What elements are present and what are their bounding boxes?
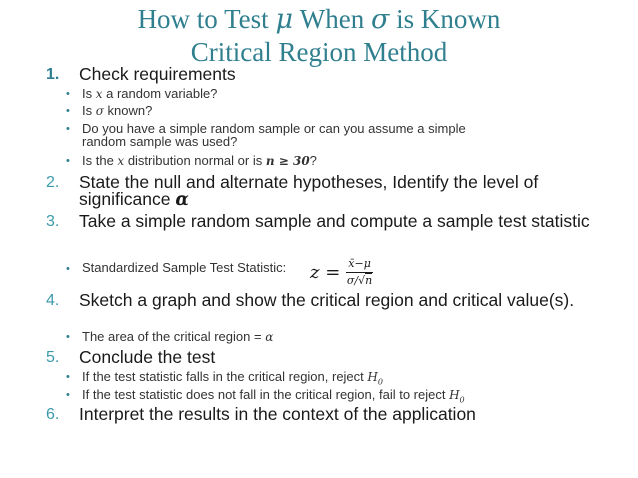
step-text: Interpret the results in the context of the application — [79, 404, 476, 424]
requirement-item: Do you have a simple random sample or can you assume a simple random sample was used? — [82, 121, 466, 149]
step-text: State the null and alternate hypotheses, Identify the level of significance α — [79, 172, 539, 210]
step-number: 1. — [46, 66, 60, 83]
bullet-icon: • — [66, 123, 70, 135]
statistic-label: Standardized Sample Test Statistic: — [82, 260, 287, 275]
step-number: 2. — [46, 174, 60, 191]
bullet-icon: • — [66, 371, 70, 383]
step-number: 6. — [46, 406, 60, 423]
title-text: How to Test — [137, 4, 276, 34]
step-text: Sketch a graph and show the critical region and critical value(s). — [79, 290, 575, 310]
conclusion-item: If the test statistic falls in the critical region, reject $H_0$ — [82, 369, 383, 387]
step-number: 5. — [46, 349, 60, 366]
alpha-symbol: α — [175, 190, 189, 210]
page-title — [0, 4, 638, 35]
page-subtitle: Critical Region Method — [190, 37, 448, 67]
z-formula — [310, 251, 373, 293]
critical-area-note: The area of the critical region = α — [82, 329, 274, 344]
formula-denominator: σ/√n — [346, 274, 373, 287]
mu-symbol: μ — [275, 4, 293, 35]
requirement-item: Is σ known? — [82, 103, 153, 118]
requirement-item: Is the x distribution normal or is n ≥ 30? — [82, 153, 317, 168]
bullet-icon: • — [66, 155, 70, 167]
bullet-icon: • — [66, 105, 70, 117]
formula-lhs: z = — [310, 261, 341, 283]
bullet-icon: • — [66, 331, 70, 343]
conclusion-item: If the test statistic does not fall in the critical region, fail to reject $H_0$ — [82, 387, 465, 405]
step-number: 4. — [46, 292, 60, 309]
step-text: Take a simple random sample and compute a sample test statistic — [79, 211, 590, 231]
bullet-icon: • — [66, 88, 70, 100]
step-text: Check requirements — [79, 64, 236, 84]
step-text: Conclude the test — [79, 347, 216, 367]
bullet-icon: • — [66, 389, 70, 401]
formula-fraction — [346, 257, 373, 287]
requirement-item: Is x a random variable? — [82, 86, 218, 101]
title-text: When — [293, 4, 371, 34]
formula-numerator: x̄−μ — [346, 257, 373, 273]
step-number: 3. — [46, 213, 60, 230]
sigma-symbol: σ — [370, 4, 390, 35]
bullet-icon: • — [66, 263, 70, 275]
title-text: is Known — [389, 4, 501, 34]
